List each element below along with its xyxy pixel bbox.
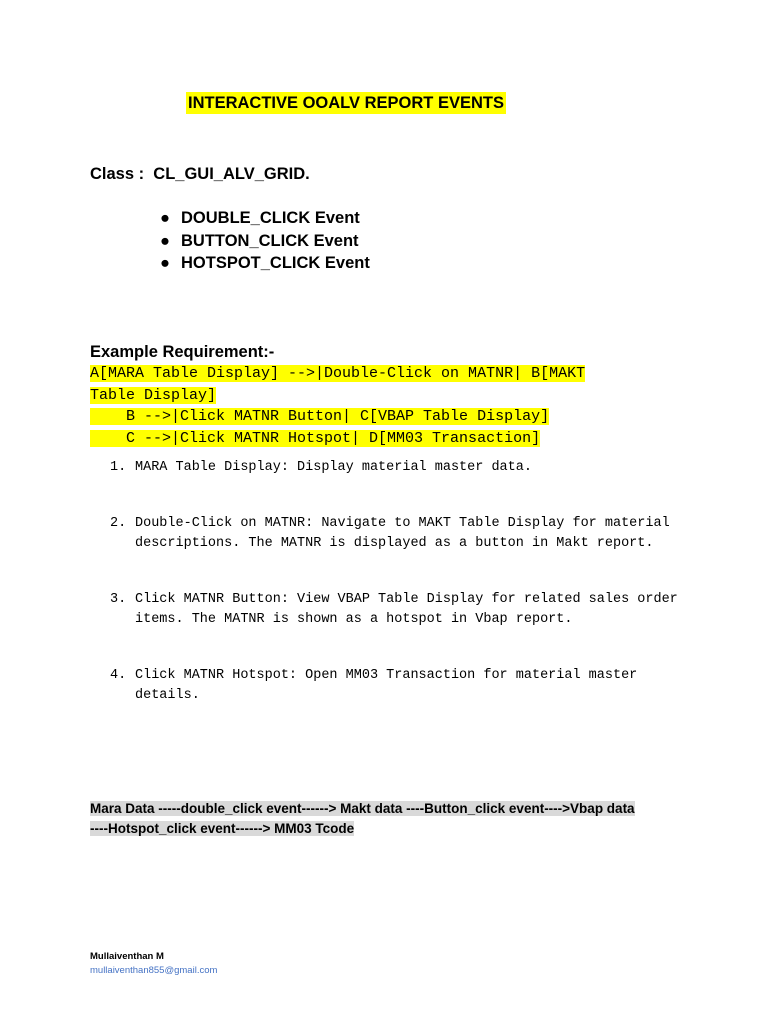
step-number: 1.	[110, 460, 127, 475]
flow-line: ----Hotspot_click event------> MM03 Tcode	[90, 821, 355, 836]
event-flow	[90, 799, 635, 839]
example-heading: Example Requirement:-	[90, 343, 275, 361]
event-list	[160, 207, 370, 275]
event-label: DOUBLE_CLICK Event	[181, 209, 360, 227]
step-text: Click MATNR Hotspot: Open MM03 Transaction for material master details.	[135, 667, 638, 703]
footer	[90, 950, 217, 978]
list-item	[160, 207, 370, 230]
list-item	[110, 514, 690, 555]
steps-list	[110, 458, 690, 742]
list-item	[110, 666, 690, 707]
list-item	[110, 458, 690, 479]
flow-line: Mara Data -----double_click event------> Makt data ----Button_click event---->Vbap data	[90, 801, 635, 816]
bullet-icon: ●	[160, 254, 170, 272]
code-line: Table Display]	[90, 386, 217, 404]
code-line: B -->|Click MATNR Button| C[VBAP Table Display]	[90, 408, 550, 425]
step-text: Click MATNR Button: View VBAP Table Display for related sales order items. The MATNR is shown as a hotspot in Vbap report.	[135, 591, 678, 627]
bullet-icon: ●	[160, 209, 170, 227]
author-email[interactable]: mullaiventhan855@gmail.com	[90, 965, 218, 976]
step-number: 3.	[110, 591, 127, 607]
code-line: C -->|Click MATNR Hotspot| D[MM03 Transaction]	[90, 429, 541, 447]
step-text: Double-Click on MATNR: Navigate to MAKT Table Display for material descriptions. The MATNR is displayed as a button in Makt report.	[135, 515, 670, 551]
step-number: 2.	[110, 515, 127, 531]
page-title: INTERACTIVE OOALV REPORT EVENTS	[188, 94, 504, 112]
list-item	[160, 252, 370, 275]
class-line	[90, 163, 310, 185]
code-line: A[MARA Table Display] -->|Double-Click on MATNR| B[MAKT	[90, 365, 586, 382]
list-item	[110, 590, 690, 631]
code-block	[90, 363, 585, 449]
event-label: HOTSPOT_CLICK Event	[181, 254, 370, 272]
class-label: Class :	[90, 165, 145, 183]
class-value: CL_GUI_ALV_GRID.	[153, 165, 310, 183]
step-text: MARA Table Display: Display material master data.	[135, 460, 532, 475]
author-name: Mullaiventhan M	[90, 951, 164, 962]
event-label: BUTTON_CLICK Event	[181, 231, 359, 250]
list-item	[160, 230, 370, 253]
bullet-icon: ●	[160, 231, 170, 250]
step-number: 4.	[110, 667, 127, 683]
